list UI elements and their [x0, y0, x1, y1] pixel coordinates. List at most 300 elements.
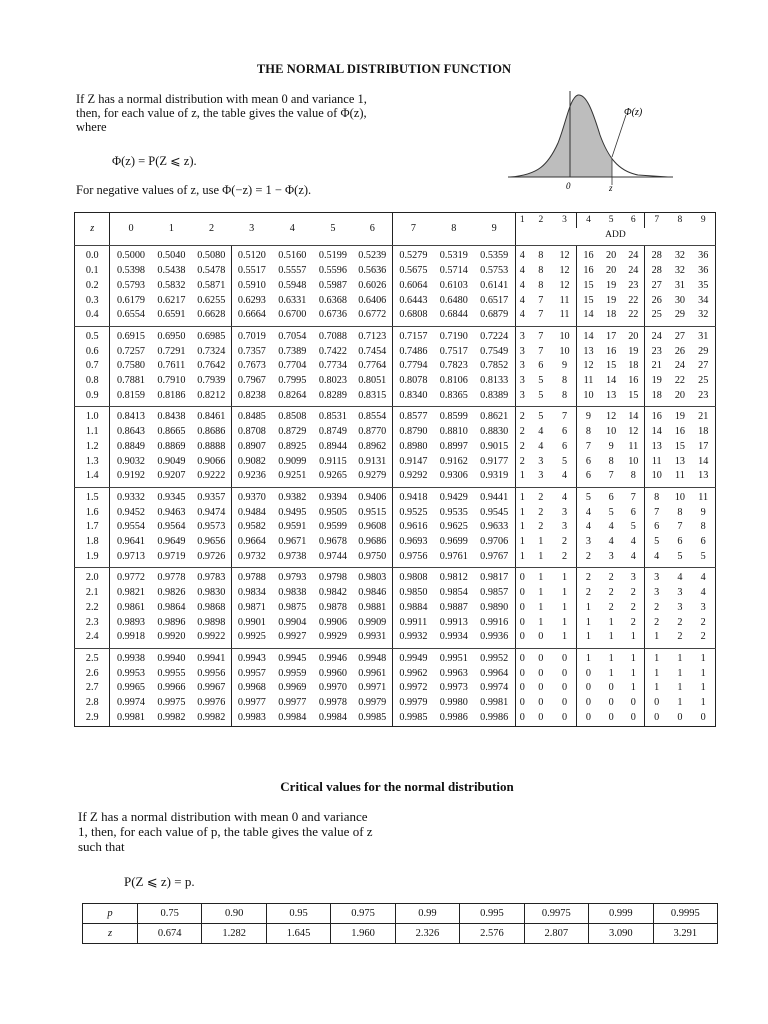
- add-digit-header: 5: [608, 215, 614, 225]
- page-title: THE NORMAL DISTRIBUTION FUNCTION: [256, 62, 512, 76]
- phi-value: 0.9686: [358, 536, 387, 548]
- phi-value: 0.7549: [480, 345, 509, 357]
- phi-value: 0.6736: [313, 308, 353, 326]
- add-value: 3: [515, 359, 529, 374]
- add-value: 13: [644, 440, 668, 455]
- phi-value: 0.9904: [278, 616, 307, 628]
- phi-value: 0.9147: [392, 455, 434, 470]
- table-row: [75, 246, 716, 264]
- add-value: 12: [559, 250, 570, 262]
- add-value: 20: [606, 250, 617, 262]
- add-value: 8: [561, 375, 568, 387]
- add-value: 12: [628, 426, 639, 438]
- phi-value: 0.6064: [392, 279, 434, 294]
- phi-value: 0.9920: [152, 630, 192, 648]
- z-row: [83, 924, 718, 944]
- add-value: 2: [515, 425, 529, 440]
- phi-value: 0.6255: [197, 294, 226, 306]
- add-value: 16: [606, 345, 617, 357]
- add-value: 14: [577, 308, 600, 326]
- phi-value: 0.9965: [110, 681, 152, 696]
- phi-value: 0.8340: [392, 389, 434, 407]
- add-value: 9: [608, 440, 614, 452]
- add-value: 15: [577, 294, 600, 309]
- phi-label: Φ(z): [624, 107, 643, 118]
- add-value: 26: [644, 294, 668, 309]
- column-header: 3: [232, 213, 272, 246]
- add-value: 2: [608, 601, 614, 613]
- phi-value: 0.9834: [232, 586, 272, 601]
- phi-value: 0.9474: [197, 506, 226, 518]
- phi-value: 0.6915: [110, 326, 152, 344]
- critical-formula: P(Z ⩽ z) = p.: [124, 874, 195, 889]
- z-value: 2.326: [395, 924, 459, 944]
- phi-value: 0.9938: [110, 648, 152, 666]
- phi-value: 0.9946: [318, 652, 347, 664]
- add-value: 1: [529, 550, 553, 568]
- add-value: 3: [677, 601, 683, 613]
- phi-value: 0.9573: [197, 521, 226, 533]
- phi-value: 0.9015: [480, 440, 509, 452]
- z-value: 0.674: [138, 924, 202, 944]
- phi-value: 0.9932: [392, 630, 434, 648]
- table-row: [75, 696, 716, 711]
- add-value: 2: [691, 616, 715, 631]
- phi-value: 0.5871: [197, 279, 226, 291]
- phi-value: 0.7704: [278, 360, 307, 372]
- phi-value: 0.9778: [157, 572, 186, 584]
- add-value: 5: [561, 455, 568, 467]
- phi-value: 0.9798: [318, 572, 347, 584]
- phi-value: 0.6700: [271, 308, 313, 326]
- phi-value: 0.8078: [392, 374, 434, 389]
- add-value: 1: [677, 697, 683, 709]
- phi-value: 0.9812: [439, 572, 468, 584]
- add-value: 0: [515, 711, 529, 726]
- z-value: 2.7: [75, 681, 110, 696]
- add-value: 15: [623, 389, 645, 407]
- phi-value: 0.9162: [439, 455, 468, 467]
- add-value: 1: [677, 682, 683, 694]
- add-value: 8: [677, 506, 683, 518]
- phi-value: 0.9985: [353, 711, 393, 726]
- phi-value: 0.8315: [353, 389, 393, 407]
- add-value: 4: [623, 550, 645, 568]
- phi-value: 0.9884: [392, 601, 434, 616]
- add-value: 4: [538, 440, 544, 452]
- phi-value: 0.9951: [439, 652, 468, 664]
- add-value: 7: [538, 294, 544, 306]
- phi-value: 0.9756: [392, 550, 434, 568]
- add-value: 5: [630, 521, 636, 533]
- phi-value: 0.6985: [197, 330, 226, 342]
- add-value: 10: [628, 455, 639, 467]
- p-value: 0.75: [138, 904, 202, 924]
- table-row: [75, 359, 716, 374]
- phi-value: 0.9985: [392, 711, 434, 726]
- phi-value: 0.9857: [480, 587, 509, 599]
- add-value: 3: [644, 586, 668, 601]
- add-value: 2: [644, 616, 668, 631]
- phi-value: 0.8830: [480, 426, 509, 438]
- add-value: 13: [577, 345, 600, 360]
- phi-value: 0.9545: [480, 506, 509, 518]
- add-value: 2: [538, 491, 544, 503]
- phi-value: 0.9817: [480, 572, 509, 584]
- phi-value: 0.8212: [191, 389, 232, 407]
- add-value: 4: [561, 491, 568, 503]
- phi-value: 0.9976: [197, 697, 226, 709]
- phi-value: 0.9115: [319, 455, 347, 467]
- intro-text: If Z has a normal distribution with mean 0 and variance 1, then, for each value of z, the table gives the value of Φ(z), where: [76, 92, 367, 134]
- z-value: 0.9: [75, 389, 110, 407]
- table-row: [75, 616, 716, 631]
- phi-value: 0.5478: [197, 265, 226, 277]
- add-value: 1: [644, 667, 668, 682]
- add-value: 0: [561, 682, 568, 694]
- phi-value: 0.6628: [191, 308, 232, 326]
- add-value: 14: [606, 375, 617, 387]
- phi-value: 0.5910: [232, 279, 272, 294]
- add-value: 20: [606, 265, 617, 277]
- add-value: 18: [691, 425, 715, 440]
- add-value: 35: [691, 279, 715, 294]
- add-digit-header: 1: [515, 213, 529, 228]
- phi-value: 0.5557: [278, 265, 307, 277]
- table-row: [75, 648, 716, 666]
- add-value: 31: [691, 326, 715, 344]
- add-value: 8: [608, 455, 614, 467]
- z-value: 0.8: [75, 374, 110, 389]
- add-value: 9: [577, 407, 600, 425]
- phi-value: 0.9913: [439, 616, 468, 628]
- critical-intro: If Z has a normal distribution with mean 0 and variance 1, then, for each value of p, the table gives the value of z such that: [78, 809, 373, 854]
- phi-value: 0.9871: [232, 601, 272, 616]
- phi-value: 0.9953: [110, 667, 152, 682]
- p-label: p: [83, 904, 138, 924]
- table-row: [75, 469, 716, 487]
- phi-value: 0.7611: [157, 360, 186, 372]
- add-value: 11: [644, 455, 668, 470]
- phi-value: 0.9192: [110, 469, 152, 487]
- add-value: 1: [515, 550, 529, 568]
- add-value: 1: [515, 506, 529, 521]
- phi-value: 0.9554: [110, 520, 152, 535]
- add-value: 0: [561, 652, 568, 664]
- phi-value: 0.9887: [439, 601, 468, 613]
- phi-value: 0.9535: [439, 506, 468, 518]
- add-value: 4: [630, 536, 636, 548]
- add-value: 10: [644, 469, 668, 487]
- z-header: z: [75, 213, 110, 246]
- phi-value: 0.9803: [358, 572, 387, 584]
- phi-value: 0.9881: [358, 601, 387, 613]
- add-value: 1: [644, 681, 668, 696]
- add-value: 13: [674, 455, 685, 467]
- add-value: 19: [628, 345, 639, 357]
- phi-value: 0.7967: [232, 374, 272, 389]
- phi-value: 0.5832: [157, 279, 186, 291]
- z-value: 2.2: [75, 601, 110, 616]
- add-value: 4: [577, 506, 600, 521]
- z-value: 1.4: [75, 469, 110, 487]
- phi-value: 0.5040: [157, 250, 186, 262]
- phi-value: 0.9952: [480, 652, 509, 664]
- table-row: [75, 407, 716, 425]
- negative-values-note: For negative values of z, use Φ(−z) = 1 − Φ(z).: [76, 183, 312, 197]
- add-value: 20: [668, 389, 691, 407]
- add-value: 24: [628, 250, 639, 262]
- add-value: 5: [577, 487, 600, 505]
- z-value: 1.8: [75, 535, 110, 550]
- zero-label: 0: [566, 181, 571, 191]
- add-value: 22: [623, 308, 645, 326]
- phi-value: 0.9890: [480, 601, 509, 613]
- add-value: 1: [561, 587, 568, 599]
- add-value: 1: [677, 652, 683, 664]
- z-value: 1.960: [331, 924, 395, 944]
- z-value: 1.5: [75, 487, 110, 505]
- add-value: 2: [577, 550, 600, 568]
- phi-value: 0.7517: [439, 345, 468, 357]
- phi-value: 0.8643: [110, 425, 152, 440]
- phi-value: 0.5753: [480, 265, 509, 277]
- add-value: 11: [691, 487, 715, 505]
- phi-value: 0.9981: [110, 711, 152, 726]
- z-value: 0.4: [75, 308, 110, 326]
- add-value: 32: [691, 308, 715, 326]
- phi-value: 0.9750: [353, 550, 393, 568]
- phi-value: 0.6879: [474, 308, 516, 326]
- add-value: 8: [538, 279, 544, 291]
- add-value: 23: [628, 279, 639, 291]
- add-value: 1: [538, 616, 544, 628]
- z-value: 1.7: [75, 520, 110, 535]
- add-value: 24: [644, 326, 668, 344]
- table-row: [75, 294, 716, 309]
- phi-value: 0.9706: [480, 536, 509, 548]
- column-header: 5: [313, 213, 353, 246]
- phi-value: 0.9441: [480, 491, 509, 503]
- phi-value: 0.9964: [480, 667, 509, 679]
- phi-value: 0.9838: [278, 587, 307, 599]
- add-value: 1: [691, 696, 715, 711]
- phi-value: 0.9934: [434, 630, 474, 648]
- add-value: 1: [644, 648, 668, 666]
- add-value: 16: [644, 407, 668, 425]
- add-value: 1: [538, 601, 544, 613]
- phi-value: 0.9783: [197, 572, 226, 584]
- phi-value: 0.9599: [318, 521, 347, 533]
- add-value: 2: [668, 630, 691, 648]
- phi-value: 0.9767: [474, 550, 516, 568]
- phi-value: 0.7389: [278, 345, 307, 357]
- phi-value: 0.8997: [439, 440, 468, 452]
- add-value: 5: [608, 506, 614, 518]
- table-row: [75, 681, 716, 696]
- add-value: 1: [538, 572, 544, 584]
- add-value: 16: [577, 264, 600, 279]
- add-value: 2: [630, 587, 636, 599]
- phi-value: 0.9236: [232, 469, 272, 487]
- z-value: 3.090: [589, 924, 653, 944]
- phi-value: 0.9713: [110, 550, 152, 568]
- add-value: 12: [577, 359, 600, 374]
- add-value: 3: [630, 572, 636, 584]
- add-value: 0: [529, 630, 553, 648]
- phi-value: 0.9292: [392, 469, 434, 487]
- add-value: 11: [559, 294, 570, 306]
- add-value: 15: [674, 440, 685, 452]
- phi-value: 0.9251: [271, 469, 313, 487]
- add-value: 8: [538, 265, 544, 277]
- phi-value: 0.9986: [434, 711, 474, 726]
- z-value: 2.4: [75, 630, 110, 648]
- phi-value: 0.8289: [313, 389, 353, 407]
- phi-value: 0.9906: [318, 616, 347, 628]
- add-digit-header: 7: [644, 213, 668, 228]
- phi-value: 0.6179: [110, 294, 152, 309]
- phi-value: 0.6217: [157, 294, 186, 306]
- phi-value: 0.9864: [157, 601, 186, 613]
- phi-value: 0.6664: [232, 308, 272, 326]
- phi-value: 0.8413: [110, 407, 152, 425]
- phi-value: 0.8186: [152, 389, 192, 407]
- add-value: 7: [538, 330, 544, 342]
- p-value: 0.95: [266, 904, 330, 924]
- phi-value: 0.5359: [480, 250, 509, 262]
- phi-value: 0.9788: [232, 568, 272, 586]
- z-label: z: [83, 924, 138, 944]
- add-value: 15: [577, 279, 600, 294]
- add-value: 22: [628, 294, 639, 306]
- add-value: 0: [538, 682, 544, 694]
- add-value: 0: [691, 711, 715, 726]
- add-value: 1: [608, 616, 614, 628]
- table-row: [75, 440, 716, 455]
- phi-value: 0.6517: [480, 294, 509, 306]
- add-value: 5: [538, 375, 544, 387]
- phi-value: 0.9582: [232, 520, 272, 535]
- add-value: 6: [691, 535, 715, 550]
- add-value: 1: [577, 616, 600, 631]
- add-value: 0: [515, 616, 529, 631]
- phi-value: 0.9901: [232, 616, 272, 631]
- table-row: [75, 711, 716, 726]
- phi-value: 0.9793: [278, 572, 307, 584]
- phi-value: 0.9265: [313, 469, 353, 487]
- add-value: 6: [577, 469, 600, 487]
- phi-value: 0.8944: [318, 440, 347, 452]
- column-header: 1: [152, 213, 192, 246]
- add-value: 4: [677, 572, 683, 584]
- phi-value: 0.6950: [157, 330, 186, 342]
- add-value: 1: [577, 630, 600, 648]
- phi-value: 0.9452: [110, 506, 152, 521]
- add-value: 0: [515, 681, 529, 696]
- add-value: 1: [630, 682, 636, 694]
- critical-values-table: [82, 903, 718, 944]
- phi-value: 0.9808: [392, 568, 434, 586]
- phi-value: 0.9418: [392, 487, 434, 505]
- add-value: 11: [577, 374, 600, 389]
- add-value: 10: [606, 426, 617, 438]
- z-value: 1.1: [75, 425, 110, 440]
- add-value: 0: [577, 681, 600, 696]
- phi-value: 0.9394: [318, 491, 347, 503]
- phi-value: 0.9656: [197, 536, 226, 548]
- phi-value: 0.9980: [439, 697, 468, 709]
- phi-value: 0.5279: [392, 246, 434, 264]
- add-value: 0: [515, 648, 529, 666]
- phi-value: 0.9382: [278, 491, 307, 503]
- add-value: 0: [644, 711, 668, 726]
- add-value: 1: [608, 652, 614, 664]
- add-value: 4: [515, 294, 529, 309]
- add-value: 4: [515, 279, 529, 294]
- phi-value: 0.5987: [318, 279, 347, 291]
- add-value: 4: [515, 264, 529, 279]
- phi-value: 0.8749: [318, 426, 347, 438]
- table-row: [75, 667, 716, 682]
- phi-value: 0.9463: [157, 506, 186, 518]
- phi-value: 0.9956: [197, 667, 226, 679]
- phi-value: 0.9625: [439, 521, 468, 533]
- p-value: 0.99: [395, 904, 459, 924]
- add-digit-header: 3: [562, 215, 567, 225]
- add-value: 1: [608, 667, 614, 679]
- add-value: 18: [628, 360, 639, 372]
- phi-value: 0.8485: [232, 407, 272, 425]
- table-row: [75, 425, 716, 440]
- phi-value: 0.8869: [157, 440, 186, 452]
- add-digit-header: 9: [691, 213, 715, 228]
- add-value: 14: [577, 326, 600, 344]
- add-value: 16: [577, 246, 600, 264]
- add-value: 18: [644, 389, 668, 407]
- add-value: 4: [644, 550, 668, 568]
- add-value: 3: [677, 587, 683, 599]
- add-value: 19: [606, 294, 617, 306]
- phi-value: 0.9972: [392, 681, 434, 696]
- phi-value: 0.7454: [358, 345, 387, 357]
- phi-value: 0.6331: [278, 294, 307, 306]
- phi-value: 0.8925: [278, 440, 307, 452]
- add-value: 8: [538, 250, 544, 262]
- phi-value: 0.8599: [439, 411, 468, 423]
- add-value: 0: [577, 667, 600, 682]
- add-value: 32: [674, 265, 685, 277]
- phi-value: 0.6554: [110, 308, 152, 326]
- phi-value: 0.7794: [392, 359, 434, 374]
- table-row: [75, 264, 716, 279]
- phi-value: 0.7642: [197, 360, 226, 372]
- phi-value: 0.5675: [392, 264, 434, 279]
- phi-value: 0.9893: [110, 616, 152, 631]
- phi-value: 0.9429: [439, 491, 468, 503]
- phi-value: 0.8729: [278, 426, 307, 438]
- phi-value: 0.5120: [232, 246, 272, 264]
- add-value: 2: [677, 616, 683, 628]
- phi-value: 0.9495: [278, 506, 307, 518]
- add-value: 6: [561, 440, 568, 452]
- add-value: 17: [691, 440, 715, 455]
- add-value: 0: [515, 630, 529, 648]
- phi-value: 0.8554: [358, 411, 387, 423]
- table-row: [75, 601, 716, 616]
- add-value: 0: [515, 601, 529, 616]
- add-value: 10: [559, 345, 570, 357]
